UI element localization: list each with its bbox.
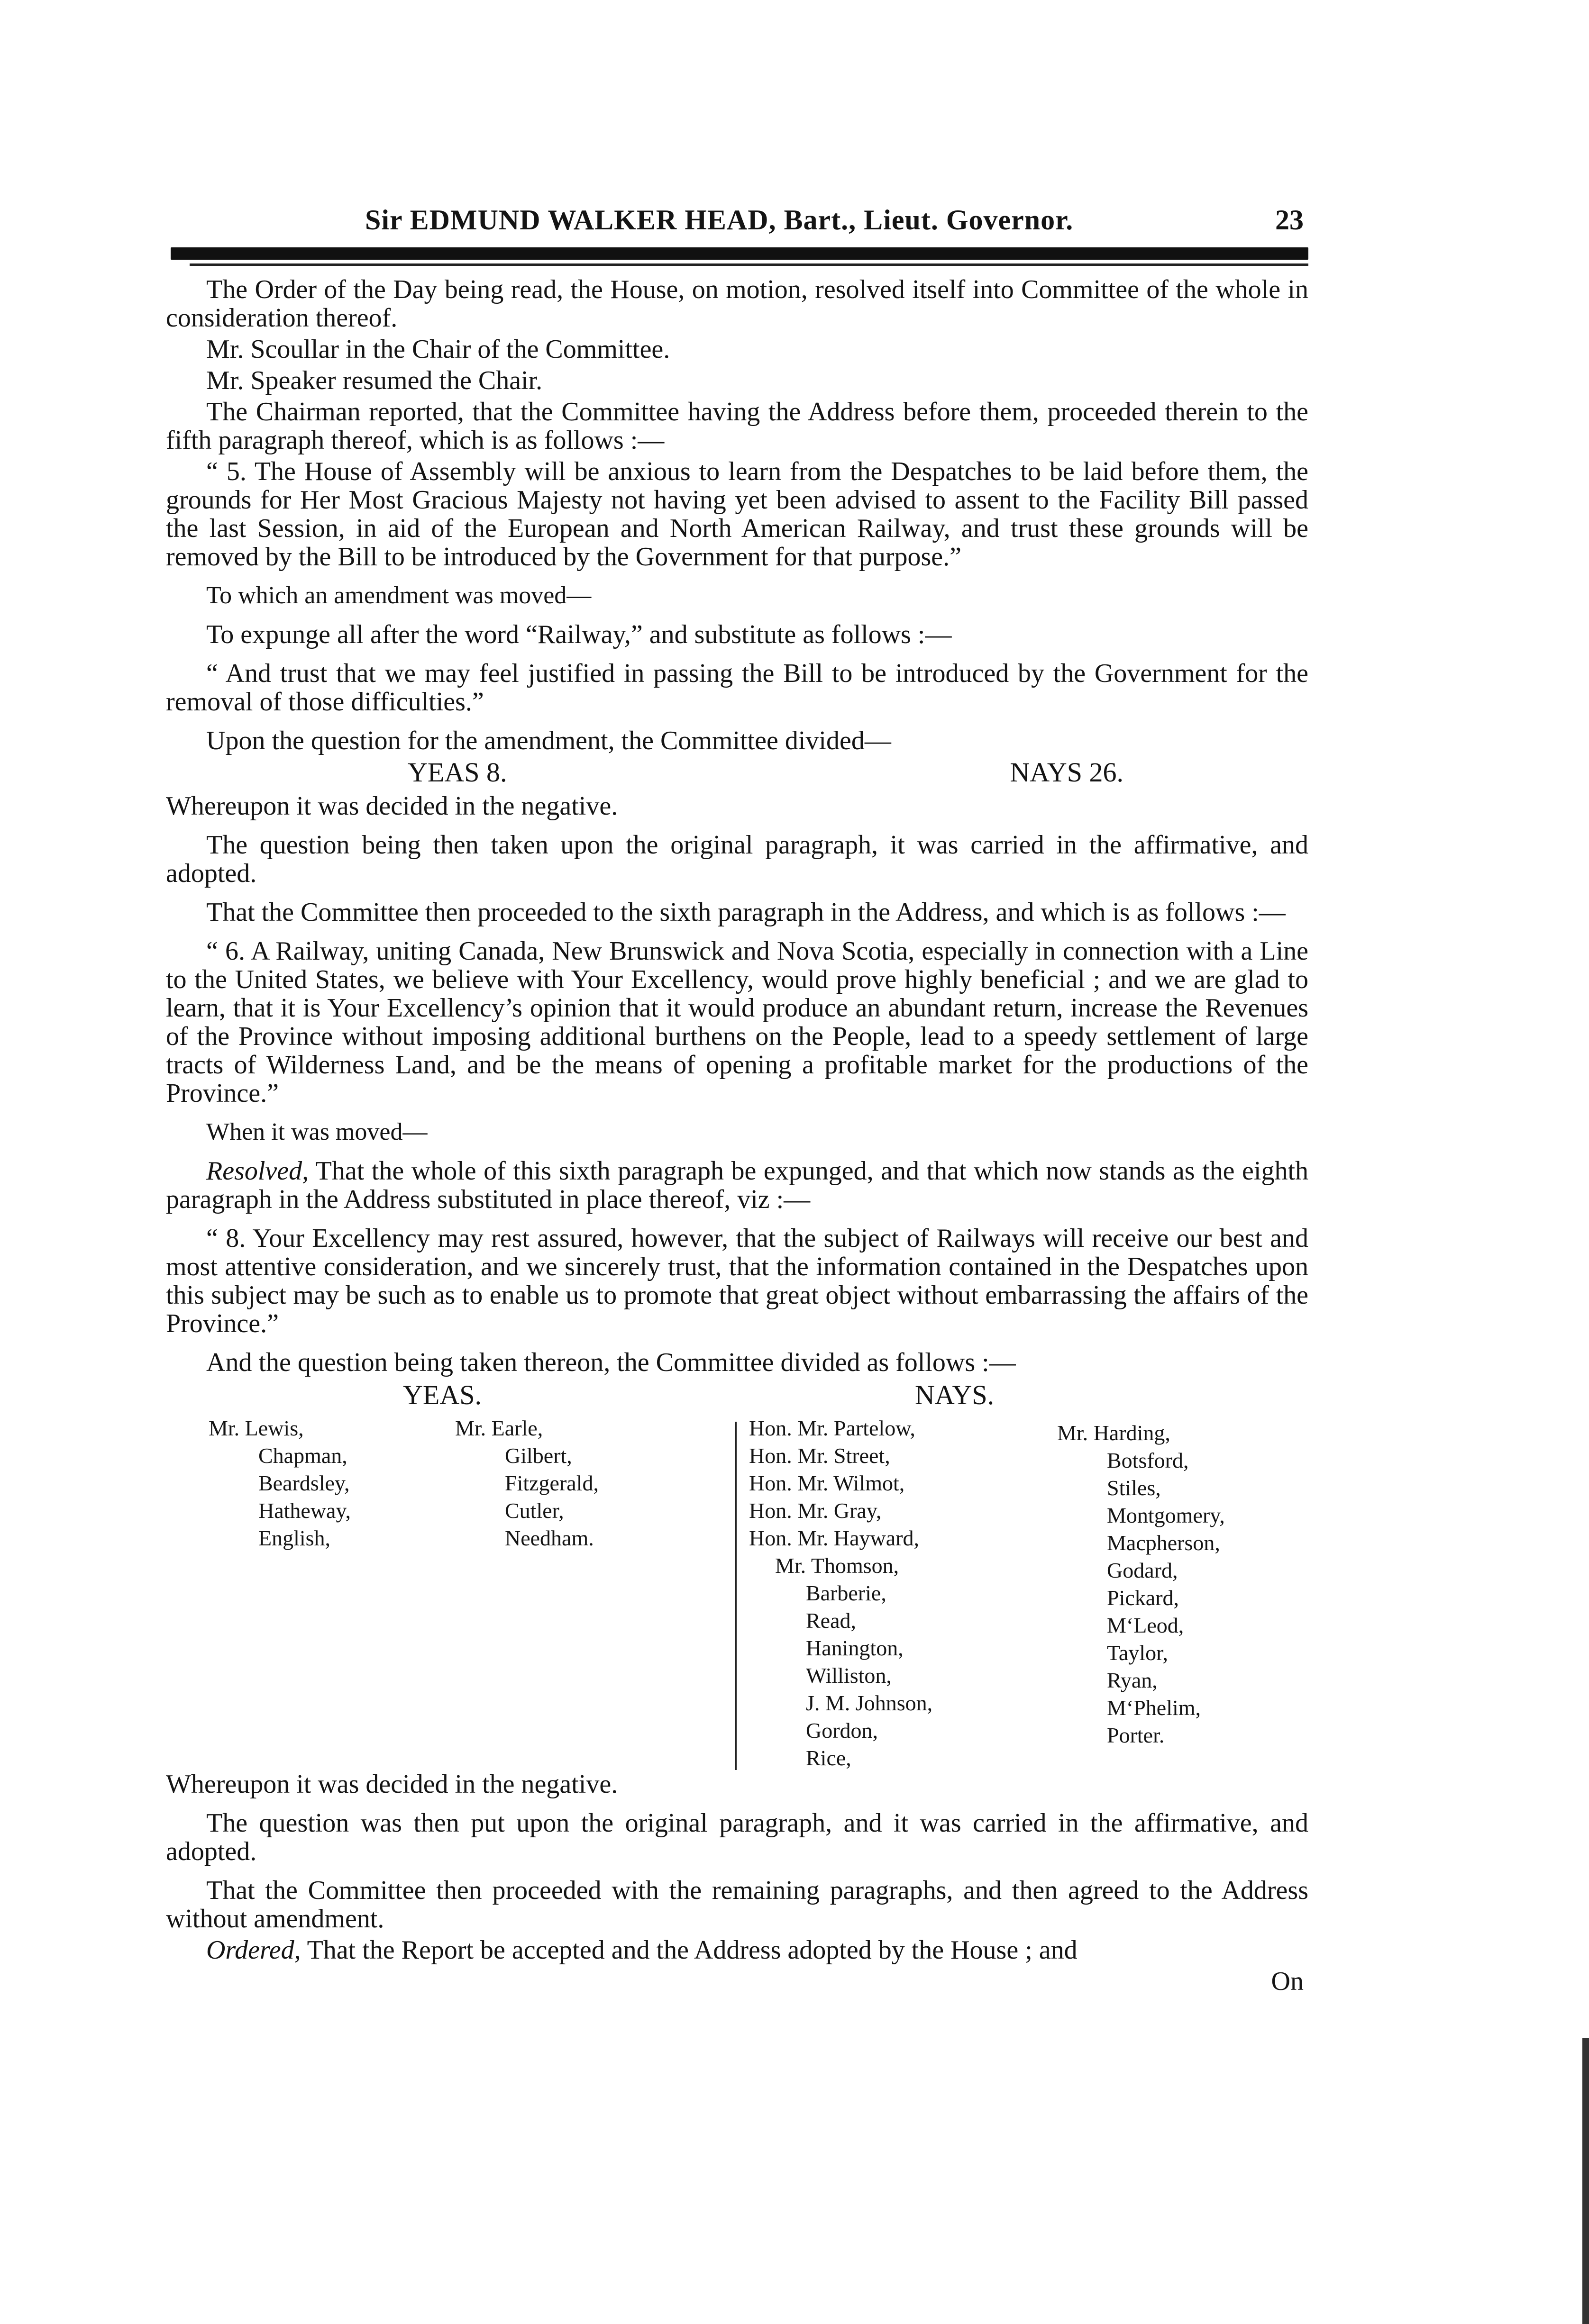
paragraph-decided-negative: Whereupon it was decided in the negative. [166,791,618,821]
paragraph-amendment-moved: To which an amendment was moved— [206,582,592,609]
nay-name: Hon. Mr. Partelow, [749,1416,915,1440]
nay-name: Williston, [806,1663,892,1688]
division-divider [735,1422,737,1770]
paragraph-speaker: Mr. Speaker resumed the Chair. [206,366,543,395]
yeas-column-1 [209,1415,351,1552]
catchword: On [1271,1967,1304,1996]
nay-name: M‘Phelim, [1107,1696,1201,1720]
header-rule-thin [190,263,1308,266]
nay-name: Porter. [1107,1723,1165,1747]
nays-column-1 [749,1415,932,1772]
yea-name: Gilbert, [505,1443,572,1468]
yea-name: English, [258,1526,331,1550]
nay-name: J. M. Johnson, [806,1691,933,1715]
first-division [166,758,1308,787]
ordered-lead: Ordered, [206,1935,301,1965]
nay-name: Botsford, [1107,1448,1189,1472]
nay-name: Hon. Mr. Wilmot, [749,1471,905,1495]
paragraph-chair: Mr. Scoullar in the Chair of the Committee. [206,335,670,364]
paragraph-ordered [166,1936,1308,1964]
paragraph-original-carried: The question being then taken upon the original paragraph, it was carried in the affirmative, and adopted. [166,830,1308,888]
nay-name: Mr. Harding, [1057,1421,1170,1445]
resolved-lead: Resolved, [206,1156,309,1186]
yeas-column-2 [455,1415,599,1552]
paragraph-eighth: “ 8. Your Excellency may rest assured, however, that the subject of Railways will receive our best and most attentive consideration, and we sincerely trust, that the information contained in the Despatches upon this subject may be such as to enable us to promote that great object without embarrassing the affairs of the Province.” [166,1224,1308,1338]
paragraph-fifth: “ 5. The House of Assembly will be anxious to learn from the Despatches to be laid before them, the grounds for Her Most Gracious Majesty not having yet been advised to assent to the Facility Bill passed the last Session, in aid of the European and North American Railway, and trust these grounds will be removed by the Bill to be introduced by the Government for that purpose.” [166,457,1308,572]
yea-name: Needham. [505,1526,594,1550]
paragraph-order-of-day: The Order of the Day being read, the House, on motion, resolved itself into Committee of the whole in consideration thereof. [166,275,1308,333]
nay-name: Barberie, [806,1581,886,1605]
yea-name: Beardsley, [258,1471,350,1495]
paragraph-sixth-intro: That the Committee then proceeded to the sixth paragraph in the Address, and which is as follows :— [206,898,1286,927]
yea-name: Mr. Lewis, [209,1416,304,1440]
resolved-text: That the whole of this sixth paragraph be expunged, and that which now stands as the eighth paragraph in the Address substituted in place thereof, viz :— [166,1156,1308,1214]
yea-name: Hatheway, [258,1498,351,1523]
nays-column-2 [1057,1419,1225,1749]
second-division-yeas-heading: YEAS. [403,1380,482,1410]
nay-name: Pickard, [1107,1586,1179,1610]
paragraph-remaining: That the Committee then proceeded with the remaining paragraphs, and then agreed to the Address without amendment. [166,1876,1308,1934]
ordered-text: That the Report be accepted and the Address adopted by the House ; and [301,1935,1078,1965]
page-number: 23 [1275,204,1304,236]
nay-name: Montgomery, [1107,1503,1225,1527]
page-edge-shadow [1582,2038,1589,2324]
paragraph-sixth: “ 6. A Railway, uniting Canada, New Brunswick and Nova Scotia, especially in connection with a Line to the United States, we believe with Your Excellency, would prove highly beneficial ; and we are glad to learn, that it is Your Excellency’s opinion that it would produce an abundant return, increase the Revenues of the Province without imposing additional burthens on the People, lead to a speedy settlement of large tracts of Wilderness Land, and be the means of opening a profitable market for the productions of the Province.” [166,936,1308,1108]
nay-name: Ryan, [1107,1668,1158,1692]
nay-name: Godard, [1107,1558,1178,1582]
paragraph-committee-divided: Upon the question for the amendment, the Committee divided— [206,726,891,755]
nay-name: Hon. Mr. Hayward, [749,1526,919,1550]
document-page [166,190,1308,1996]
paragraph-second-negative: Whereupon it was decided in the negative. [166,1770,618,1799]
second-division-nays-heading: NAYS. [915,1380,995,1410]
nay-name: Taylor, [1107,1641,1169,1665]
nay-name: Rice, [806,1746,851,1770]
yea-name: Mr. Earle, [455,1416,543,1440]
yea-name: Fitzgerald, [505,1471,599,1495]
paragraph-when-moved: When it was moved— [206,1118,428,1145]
running-title: Sir EDMUND WALKER HEAD, Bart., Lieut. Governor. [365,204,1074,236]
paragraph-original-put: The question was then put upon the original paragraph, and it was carried in the affirmative, and adopted. [166,1808,1308,1866]
nay-name: Read, [806,1608,857,1633]
yea-name: Chapman, [258,1443,347,1468]
nay-name: Hon. Mr. Gray, [749,1498,882,1523]
second-division [166,1381,1308,1770]
paragraph-divided-as-follows: And the question being taken thereon, the Committee divided as follows :— [206,1348,1016,1377]
paragraph-amendment-text: “ And trust that we may feel justified in passing the Bill to be introduced by the Government for the removal of those difficulties.” [166,659,1308,717]
yea-name: Cutler, [505,1498,564,1523]
nay-name: Stiles, [1107,1476,1161,1500]
first-division-yeas: YEAS 8. [408,757,507,788]
running-head [166,190,1308,242]
nay-name: Hon. Mr. Street, [749,1443,890,1468]
header-rule-thick [171,247,1308,260]
paragraph-chairman-report: The Chairman reported, that the Committee having the Address before them, proceeded therein to the fifth paragraph thereof, which is as follows :— [166,397,1308,455]
nay-name: Mr. Thomson, [775,1553,899,1578]
paragraph-expunge: To expunge all after the word “Railway,” and substitute as follows :— [206,620,952,649]
first-division-nays: NAYS 26. [1010,757,1123,788]
nay-name: Hanington, [806,1636,904,1660]
paragraph-resolved [166,1157,1308,1214]
nay-name: Gordon, [806,1718,878,1743]
nay-name: M‘Leod, [1107,1613,1184,1637]
nay-name: Macpherson, [1107,1531,1220,1555]
